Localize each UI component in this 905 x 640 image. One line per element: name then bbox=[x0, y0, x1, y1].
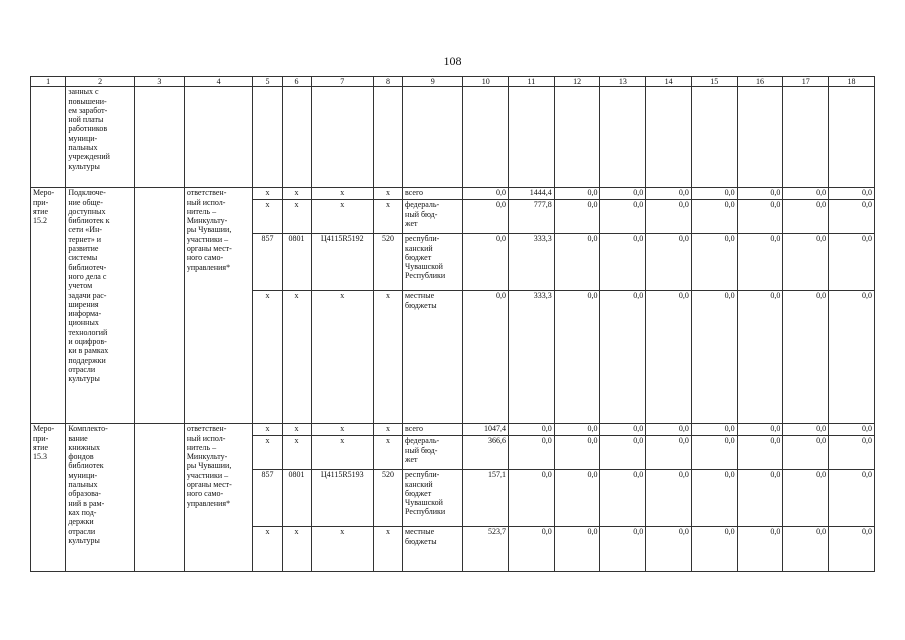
amount-cell-13: 0,0 bbox=[600, 234, 646, 291]
amount-cell-10: 0,0 bbox=[463, 188, 509, 200]
amount-cell-17: 0,0 bbox=[783, 424, 829, 436]
amount-cell-10: 523,7 bbox=[463, 527, 509, 572]
amount-cell-16: 0,0 bbox=[737, 200, 783, 234]
column-header-16: 16 bbox=[737, 77, 783, 87]
section-cell: x bbox=[282, 436, 311, 470]
measure-name-cell: Подключе- ние обще- доступных библиотек к сети «Ин- тернет» и развитие системы библиотеч- ного дела с учетом задачи рас- ширения информа- ционных технологий и оцифров- ки в рамках поддержки отрасли культуры bbox=[66, 188, 135, 424]
amount-cell-12: 0,0 bbox=[554, 291, 600, 424]
amount-cell-12: 0,0 bbox=[554, 527, 600, 572]
target-article-cell: x bbox=[311, 291, 373, 424]
amount-cell-14: 0,0 bbox=[646, 436, 692, 470]
amount-cell-18: 0,0 bbox=[829, 470, 875, 527]
amount-cell-18: 0,0 bbox=[829, 424, 875, 436]
expense-group-cell: 520 bbox=[373, 234, 402, 291]
section-cell: x bbox=[282, 424, 311, 436]
amount-cell-11: 1444,4 bbox=[509, 188, 555, 200]
amount-cell-14: 0,0 bbox=[646, 234, 692, 291]
amount-cell-13: 0,0 bbox=[600, 200, 646, 234]
amount-cell-10: 0,0 bbox=[463, 234, 509, 291]
amount-cell-13: 0,0 bbox=[600, 291, 646, 424]
amount-cell-17: 0,0 bbox=[783, 188, 829, 200]
amount-cell-11: 0,0 bbox=[509, 424, 555, 436]
column-header-8: 8 bbox=[373, 77, 402, 87]
measure-name-cell: Комплекто- вание книжных фондов библиотек муници- пальных образова- ний в рам- ках под- держки отрасли культуры bbox=[66, 424, 135, 572]
amount-cell-12: 0,0 bbox=[554, 436, 600, 470]
amount-cell-11: 0,0 bbox=[509, 527, 555, 572]
column-header-7: 7 bbox=[311, 77, 373, 87]
funding-source-cell: местные бюджеты bbox=[403, 291, 463, 424]
empty-cell bbox=[134, 424, 184, 572]
amount-cell-14: 0,0 bbox=[646, 424, 692, 436]
amount-cell-18: 0,0 bbox=[829, 200, 875, 234]
expense-group-cell: 520 bbox=[373, 470, 402, 527]
amount-cell-15: 0,0 bbox=[691, 424, 737, 436]
target-article-cell: x bbox=[311, 424, 373, 436]
target-article-cell: Ц4115R5192 bbox=[311, 234, 373, 291]
measure-2-row bbox=[31, 424, 875, 436]
target-article-cell: Ц4115R5193 bbox=[311, 470, 373, 527]
funding-source-cell: местные бюджеты bbox=[403, 527, 463, 572]
amount-cell-18: 0,0 bbox=[829, 291, 875, 424]
amount-cell-16: 0,0 bbox=[737, 470, 783, 527]
column-header-10: 10 bbox=[463, 77, 509, 87]
carry-over-row bbox=[31, 87, 875, 188]
section-cell: x bbox=[282, 527, 311, 572]
amount-cell-14: 0,0 bbox=[646, 527, 692, 572]
target-article-cell: x bbox=[311, 436, 373, 470]
funding-source-cell: всего bbox=[403, 188, 463, 200]
expense-group-cell: x bbox=[373, 188, 402, 200]
amount-cell-16: 0,0 bbox=[737, 436, 783, 470]
amount-cell-13: 0,0 bbox=[600, 188, 646, 200]
amount-cell-16: 0,0 bbox=[737, 188, 783, 200]
carry-over-name-cell: занных с повышени- ем заработ- ной платы работников муници- пальных учреждений культуры bbox=[66, 87, 135, 188]
amount-cell-15: 0,0 bbox=[691, 200, 737, 234]
expense-group-cell: x bbox=[373, 200, 402, 234]
column-header-18: 18 bbox=[829, 77, 875, 87]
amount-cell-17: 0,0 bbox=[783, 234, 829, 291]
column-header-6: 6 bbox=[282, 77, 311, 87]
program-budget-table bbox=[30, 76, 875, 572]
amount-cell-17: 0,0 bbox=[783, 200, 829, 234]
funding-source-cell: всего bbox=[403, 424, 463, 436]
amount-cell-10: 1047,4 bbox=[463, 424, 509, 436]
funding-source-cell: республи- канский бюджет Чувашской Республики bbox=[403, 470, 463, 527]
amount-cell-16: 0,0 bbox=[737, 424, 783, 436]
amount-cell-12: 0,0 bbox=[554, 200, 600, 234]
section-cell: 0801 bbox=[282, 234, 311, 291]
expense-group-cell: x bbox=[373, 424, 402, 436]
amount-cell-18: 0,0 bbox=[829, 527, 875, 572]
amount-cell-17: 0,0 bbox=[783, 470, 829, 527]
amount-cell-14: 0,0 bbox=[646, 291, 692, 424]
grbs-cell: 857 bbox=[253, 470, 282, 527]
target-article-cell: x bbox=[311, 527, 373, 572]
measure-1-row bbox=[31, 188, 875, 200]
target-article-cell: x bbox=[311, 200, 373, 234]
grbs-cell: x bbox=[253, 424, 282, 436]
column-header-14: 14 bbox=[646, 77, 692, 87]
amount-cell-15: 0,0 bbox=[691, 436, 737, 470]
amount-cell-17: 0,0 bbox=[783, 436, 829, 470]
amount-cell-15: 0,0 bbox=[691, 234, 737, 291]
amount-cell-13: 0,0 bbox=[600, 470, 646, 527]
amount-cell-13: 0,0 bbox=[600, 527, 646, 572]
funding-source-cell: федераль- ный бюд- жет bbox=[403, 200, 463, 234]
column-header-4: 4 bbox=[184, 77, 253, 87]
amount-cell-16: 0,0 bbox=[737, 234, 783, 291]
amount-cell-12: 0,0 bbox=[554, 188, 600, 200]
amount-cell-11: 777,8 bbox=[509, 200, 555, 234]
amount-cell-18: 0,0 bbox=[829, 234, 875, 291]
amount-cell-11: 333,3 bbox=[509, 234, 555, 291]
amount-cell-11: 333,3 bbox=[509, 291, 555, 424]
expense-group-cell: x bbox=[373, 291, 402, 424]
column-header-17: 17 bbox=[783, 77, 829, 87]
amount-cell-12: 0,0 bbox=[554, 470, 600, 527]
amount-cell-11: 0,0 bbox=[509, 470, 555, 527]
executor-cell: ответствен- ный испол- нитель – Минкульту- ры Чувашии, участники – органы мест- ного само- управления* bbox=[184, 188, 253, 424]
grbs-cell: x bbox=[253, 436, 282, 470]
amount-cell-17: 0,0 bbox=[783, 291, 829, 424]
amount-cell-11: 0,0 bbox=[509, 436, 555, 470]
amount-cell-12: 0,0 bbox=[554, 234, 600, 291]
column-header-15: 15 bbox=[691, 77, 737, 87]
amount-cell-14: 0,0 bbox=[646, 188, 692, 200]
measure-code-cell: Меро- при- ятие 15.3 bbox=[31, 424, 66, 572]
column-header-12: 12 bbox=[554, 77, 600, 87]
grbs-cell: x bbox=[253, 291, 282, 424]
amount-cell-10: 0,0 bbox=[463, 291, 509, 424]
expense-group-cell: x bbox=[373, 436, 402, 470]
section-cell: 0801 bbox=[282, 470, 311, 527]
amount-cell-10: 366,6 bbox=[463, 436, 509, 470]
column-header-5: 5 bbox=[253, 77, 282, 87]
target-article-cell: x bbox=[311, 188, 373, 200]
column-number-row bbox=[31, 77, 875, 87]
amount-cell-12: 0,0 bbox=[554, 424, 600, 436]
section-cell: x bbox=[282, 291, 311, 424]
grbs-cell: x bbox=[253, 527, 282, 572]
empty-cell bbox=[134, 188, 184, 424]
amount-cell-15: 0,0 bbox=[691, 470, 737, 527]
grbs-cell: x bbox=[253, 188, 282, 200]
amount-cell-10: 0,0 bbox=[463, 200, 509, 234]
amount-cell-13: 0,0 bbox=[600, 436, 646, 470]
column-header-13: 13 bbox=[600, 77, 646, 87]
page-number: 108 bbox=[443, 54, 462, 68]
amount-cell-10: 157,1 bbox=[463, 470, 509, 527]
amount-cell-16: 0,0 bbox=[737, 291, 783, 424]
amount-cell-17: 0,0 bbox=[783, 527, 829, 572]
executor-cell: ответствен- ный испол- нитель – Минкульту- ры Чувашии, участники – органы мест- ного само- управления* bbox=[184, 424, 253, 572]
amount-cell-15: 0,0 bbox=[691, 527, 737, 572]
column-header-11: 11 bbox=[509, 77, 555, 87]
amount-cell-18: 0,0 bbox=[829, 436, 875, 470]
amount-cell-15: 0,0 bbox=[691, 291, 737, 424]
expense-group-cell: x bbox=[373, 527, 402, 572]
measure-code-cell: Меро- при- ятие 15.2 bbox=[31, 188, 66, 424]
grbs-cell: x bbox=[253, 200, 282, 234]
amount-cell-13: 0,0 bbox=[600, 424, 646, 436]
amount-cell-15: 0,0 bbox=[691, 188, 737, 200]
amount-cell-18: 0,0 bbox=[829, 188, 875, 200]
grbs-cell: 857 bbox=[253, 234, 282, 291]
funding-source-cell: федераль- ный бюд- жет bbox=[403, 436, 463, 470]
section-cell: x bbox=[282, 200, 311, 234]
column-header-2: 2 bbox=[66, 77, 135, 87]
column-header-9: 9 bbox=[403, 77, 463, 87]
column-header-3: 3 bbox=[134, 77, 184, 87]
amount-cell-16: 0,0 bbox=[737, 527, 783, 572]
column-header-1: 1 bbox=[31, 77, 66, 87]
amount-cell-14: 0,0 bbox=[646, 470, 692, 527]
funding-source-cell: республи- канский бюджет Чувашской Республики bbox=[403, 234, 463, 291]
amount-cell-14: 0,0 bbox=[646, 200, 692, 234]
section-cell: x bbox=[282, 188, 311, 200]
